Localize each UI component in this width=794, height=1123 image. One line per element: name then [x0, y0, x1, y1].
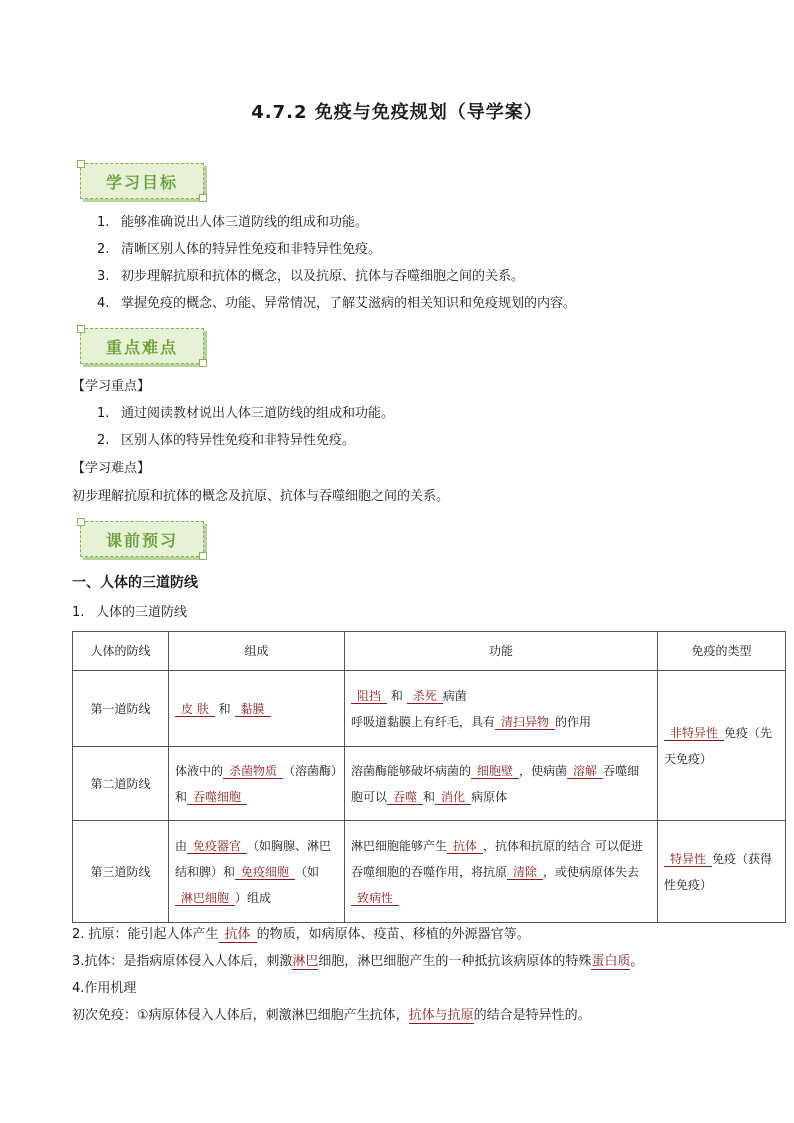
- section-badge-key-points: 重点难点: [80, 328, 204, 364]
- antibody-definition: 3.抗体：是指病原体侵入人体后，刺激淋巴细胞，淋巴细胞产生的一种抵抗该病原体的特殊蛋白质。: [72, 954, 644, 969]
- antigen-definition: 2. 抗原：能引起人体产生 抗体 的物质，如病原体、疫苗、移植的外源器官等。: [72, 927, 530, 942]
- table-header-row: [73, 632, 786, 671]
- page-title: 4.7.2 免疫与免疫规划（导学案）: [251, 102, 543, 123]
- focus-1: 1. 通过阅读教材说出人体三道防线的组成和功能。: [97, 406, 395, 421]
- function-cell: 溶菌酶能够破坏病菌的 细胞壁 ，使病菌 溶解 吞噬细胞可以 吞噬 和 消化 病原体: [345, 747, 658, 821]
- difficulty-text: 初步理解抗原和抗体的概念及抗原、抗体与吞噬细胞之间的关系。: [72, 489, 450, 504]
- table-header: 组成: [169, 632, 345, 671]
- function-cell: 淋巴细胞能够产生 抗体 ，抗体和抗原的结合 可以促进吞噬细胞的吞噬作用，将抗原 清除 ，或使病原体失去致病性: [345, 821, 658, 923]
- row-name: 第三道防线: [73, 821, 169, 923]
- composition-cell: 体液中的 杀菌物质 （溶菌酶）和 吞噬细胞: [169, 747, 345, 821]
- focus-label: 【学习重点】: [72, 379, 151, 394]
- objective-1: 1. 能够准确说出人体三道防线的组成和功能。: [97, 215, 369, 230]
- function-cell: 阻挡 和 杀死 病菌 呼吸道黏膜上有纤毛，具有 清扫异物 的作用: [345, 671, 658, 747]
- table-header: 功能: [345, 632, 658, 671]
- defense-table: [72, 631, 786, 923]
- composition-cell: 由 免疫器官 （如胸腺、淋巴结和脾）和 免疫细胞 （如淋巴细胞 ）组成: [169, 821, 345, 923]
- section-badge-objectives: 学习目标: [80, 163, 204, 199]
- section-badge-preview: 课前预习: [80, 521, 204, 557]
- table-header: 人体的防线: [73, 632, 169, 671]
- item-one: 1. 人体的三道防线: [72, 605, 188, 620]
- mechanism-heading: 4.作用机理: [72, 981, 137, 996]
- table-row: [73, 821, 786, 923]
- first-immunity: 初次免疫：①病原体侵入人体后，刺激淋巴细胞产生抗体，抗体与抗原的结合是特异性的。: [72, 1008, 591, 1023]
- objective-2: 2. 清晰区别人体的特异性免疫和非特异性免疫。: [97, 242, 382, 257]
- objective-4: 4. 掌握免疫的概念、功能、异常情况，了解艾滋病的相关知识和免疫规划的内容。: [97, 296, 577, 311]
- objective-3: 3. 初步理解抗原和抗体的概念，以及抗原、抗体与吞噬细胞之间的关系。: [97, 269, 525, 284]
- row-name: 第一道防线: [73, 671, 169, 747]
- focus-2: 2. 区别人体的特异性免疫和非特异性免疫。: [97, 433, 356, 448]
- immunity-type-cell: 非特异性 免疫（先天免疫）: [658, 671, 786, 821]
- row-name: 第二道防线: [73, 747, 169, 821]
- difficulty-label: 【学习难点】: [72, 461, 151, 476]
- immunity-type-cell: 特异性 免疫（获得性免疫）: [658, 821, 786, 923]
- part-one-heading: 一、人体的三道防线: [72, 575, 198, 591]
- table-row: [73, 671, 786, 747]
- table-header: 免疫的类型: [658, 632, 786, 671]
- composition-cell: 皮 肤 和 黏膜: [169, 671, 345, 747]
